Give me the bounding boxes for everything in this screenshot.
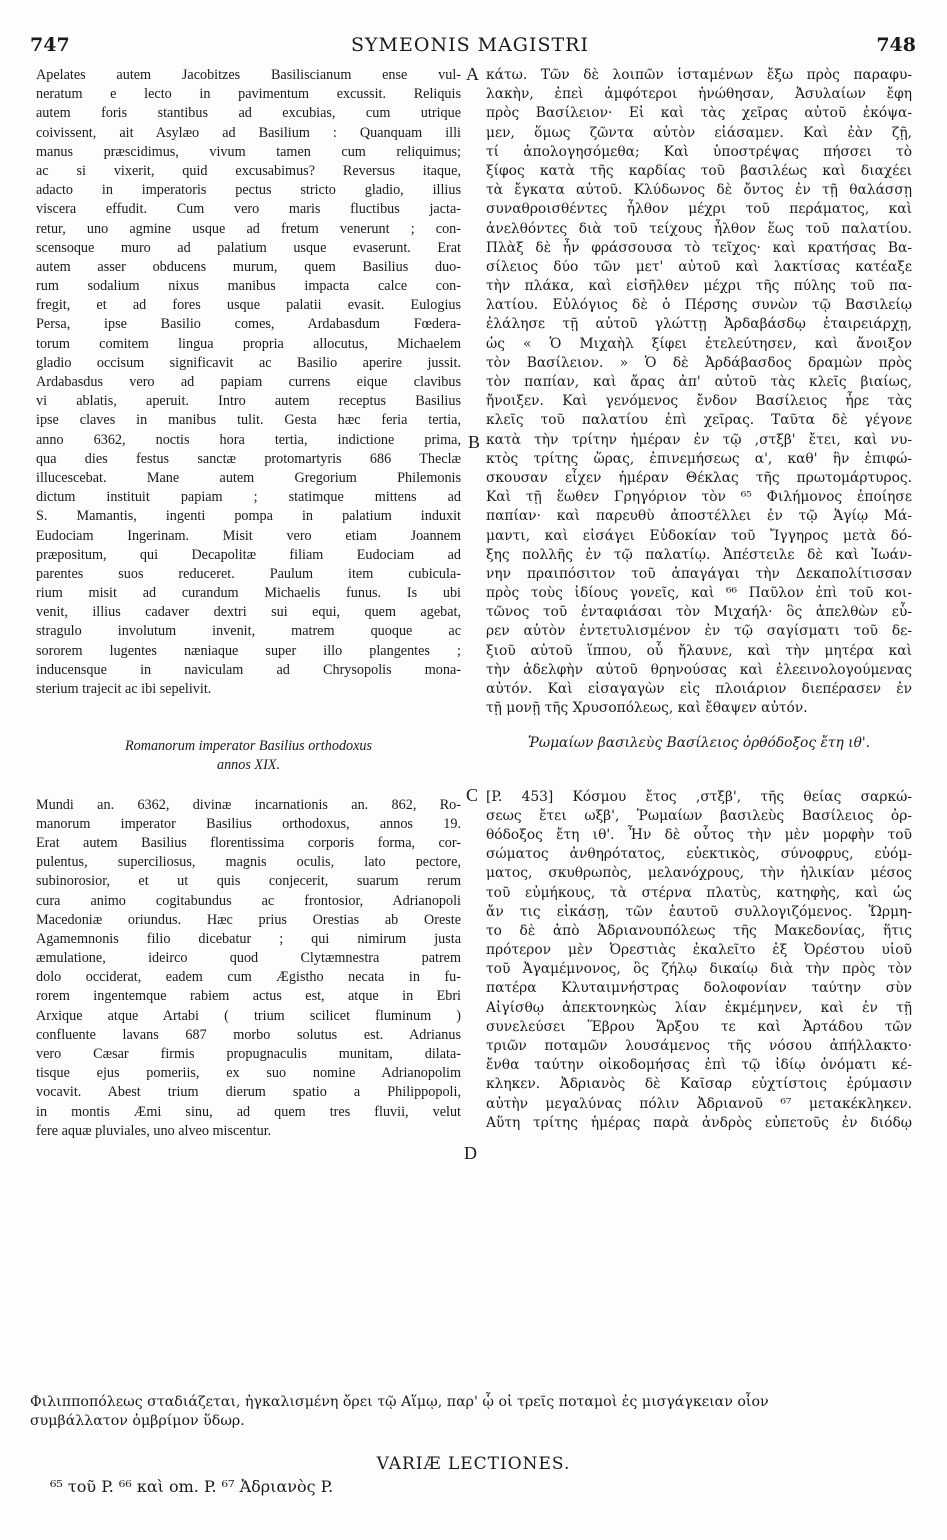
page-number-left: 747 — [30, 34, 70, 56]
text-line: Αὕτη τρίτης ἡμέρας παρὰ ἀνδρὸς εὐπετοῦς ἐν διόδῳ — [486, 1114, 912, 1131]
text-line: πρότερον μὲν Ὀρεστιὰς ἐκαλεῖτο ἐξ Ὀρέστου υἱοῦ — [486, 942, 912, 959]
text-line: ac si vixerit, quid excusabimus? Reversus itaque, — [36, 162, 461, 179]
variae-notes: ⁶⁵ τοῦ P. ⁶⁶ καὶ om. P. ⁶⁷ Ἀδριανὸς P. — [50, 1477, 334, 1496]
text-line: τριῶν ποταμῶν λουσάμενος τῆς νόσου ἀπήλλακτο· — [486, 1038, 912, 1054]
text-line: Arxique atque Artabi ( trium scilicet fluminum ) — [36, 1007, 461, 1024]
text-line: scensoque muro ad palatium usque evaserunt. Erat — [36, 239, 461, 256]
text-line: τοῦ Ἀγαμέμνονος, ὃς ζήλῳ δικαίῳ διὰ τὴν πρὸς τὸν — [486, 961, 912, 978]
text-line: τὴν ἀδελφὴν αὐτοῦ θρηνούσας καὶ ἐλεεινολογούμενας — [486, 661, 912, 678]
text-line: τὸν Βασίλειον. » Ὁ δὲ Ἀρδάβασδος δραμὼν πρὸς — [486, 354, 912, 371]
text-line: Mundi an. 6362, divinæ incarnationis an. 862, Ro- — [36, 796, 461, 813]
text-line: πατέρα Κλυταιμνήστρας δολοφονίαν ταύτην σὺν — [486, 980, 912, 997]
margin-marker-b: B — [468, 432, 481, 452]
bottom-line: συμβάλλατον ὀμβρίμον ὕδωρ. — [30, 1413, 245, 1430]
text-line: illucescebat. Mane autem Gregorium Philemonis — [36, 469, 461, 486]
text-line: manus præscidimus, vivum tamen cum reliquimus; — [36, 143, 461, 160]
text-line: Macedoniæ oriundus. Hæc prius Orestias ab Oreste — [36, 911, 461, 928]
text-line: venit, illius cadaver dextri sui equi, quem agebat, — [36, 604, 461, 621]
text-line: ματος, σκυθρωπὸς, μελανόχρους, τὴν ἡλικίαν μέσος — [486, 865, 912, 882]
greek-column — [486, 66, 912, 1133]
text-line: σίλειος δύο τῶν μετ' αὐτοῦ καὶ λακτίσας κατέαξε — [486, 258, 912, 275]
text-line: τὰ ἔγκατα αὐτοῦ. Κλύδωνος δὲ ὄντος ἐν τῇ θαλάσσῃ — [486, 182, 912, 199]
section-heading: annos XIX. — [216, 757, 281, 774]
text-line: συναθροισθέντες ἦλθον μέχρι τοῦ περάματος, καὶ — [486, 201, 912, 218]
text-line: τοῦ εὐμήκους, τὰ στέρνα πλατὺς, κατηφὴς, καὶ ὡς — [486, 884, 912, 901]
text-line: πρὸς Βασίλειον· Εἰ καὶ τὰς χεῖρας αὐτοῦ ἐκόψα- — [486, 105, 912, 122]
margin-marker-a: A — [466, 64, 479, 84]
text-line: λακὴν, ἐπεὶ ἀμφότεροι ἡνώθησαν, Ἀσυλαίων ἔφη — [486, 86, 912, 103]
bottom-line: Φιλιπποπόλεως σταδιάζεται, ἠγκαλισμένη ὄρει τῷ Αἵμῳ, παρ' ᾧ οἱ τρεῖς ποταμοὶ ἐς μισγάγκειαν οἷον — [30, 1394, 769, 1410]
text-line: autem asser obducens murum, quem Basilius duo- — [36, 258, 461, 275]
margin-marker-c: C — [466, 785, 479, 805]
text-line: [P. 453] Κόσμου ἔτος ,στξβ', τῆς θείας σαρκώ- — [486, 788, 912, 805]
text-line: vero Cæsar firmis propugnaculis munitam, dilata- — [36, 1046, 461, 1062]
text-line: tisque ejus pomeriis, ex suo nomine Adrianopolim — [36, 1065, 461, 1082]
text-line: torum comitem lingua propria allocutus, Michaelem — [36, 335, 461, 352]
text-line: ἤνοιξεν. Καὶ γενόμενος ἔνδον Βασίλειος ἦρε τὰς — [486, 393, 912, 410]
page-header — [30, 34, 916, 58]
bottom-spanning-text — [30, 1392, 910, 1430]
text-line: Erat autem Basilius florentissima corporis forma, cor- — [36, 834, 461, 851]
text-line: pulentus, superciliosus, magnis oculis, lato pectore, — [36, 854, 461, 871]
text-line: Persa, ipse Basilio comes, Ardabasdum Fœdera- — [36, 316, 461, 333]
text-line: κτὸς τρίτης ὥρας, ἐπινεμήσεως α', καθ' ἣν ἐπιφώ- — [486, 450, 912, 467]
text-line: Αἰγίσθῳ ἀπεκτονηκὼς λίαν ἐκμέμηνεν, καὶ ἐν τῇ — [486, 999, 912, 1016]
text-line: θόδοξος ἔτη ιθ'. Ἦν δὲ οὗτος τὴν μὲν μορφὴν τοῦ — [486, 826, 912, 843]
text-line: Ardabasdus vero ad papiam currens eique clavibus — [36, 374, 461, 390]
text-line: Agamemnonis filio dicebatur ; qui nimirum justa — [36, 930, 461, 947]
text-line: νην πραιπόσιτον τοῦ ἀπαγάγαι τὴν Δεκαπολίτισσαν — [486, 565, 912, 582]
text-line: πρὸς τοὺς ἰδίους γονεῖς, καὶ ⁶⁶ Παῦλον ἐπὶ τοῦ κοι- — [486, 585, 912, 602]
text-line: ξίφος κατὰ τῆς καρδίας τοῦ βασιλέως καὶ διαχέει — [486, 162, 912, 179]
text-line: παπίαν· καὶ παρευθὺ ἀποστέλλει ἐν τῷ Ἁγίῳ Μά- — [486, 508, 912, 525]
text-line: αὐτὴν μεγαλύνας πόλιν Ἀδριανοῦ ⁶⁷ μετακέκληκεν. — [486, 1095, 912, 1112]
text-line: τῶνος τοῦ ἐνταφιάσαι τὸν Μιχαήλ· ὃς ἀπελθὼν εὗ- — [486, 604, 912, 621]
text-line: confluente lavans 687 morbo solutus est. Adrianus — [36, 1026, 461, 1043]
text-line: fere aquæ pluviales, uno alveo miscentur. — [36, 1122, 272, 1139]
text-line: sterium trajecit ac ibi sepelivit. — [36, 681, 212, 697]
text-line: το δὲ ἀπὸ Ἀδριανουπόλεως τῆς Μακεδονίας, ἥτις — [486, 922, 912, 939]
variae-lectiones — [0, 1454, 947, 1474]
text-line: ἄν τις εἰκάσῃ, τῶν ἑαυτοῦ συλλογιζόμενος. Ὥρμη- — [486, 903, 912, 920]
text-line: σώματος ἀνθηρότατος, εὐεκτικὸς, σύνοφρυς, εὐόμ- — [486, 846, 912, 863]
latin-column — [36, 66, 461, 1141]
text-line: dictum instituit papiam ; statimque mittens ad — [36, 489, 461, 506]
margin-marker-d: D — [464, 1143, 477, 1163]
text-line: κατὰ τὴν τρίτην ἡμέραν ἐν τῷ ,στξβ' ἔτει, καὶ νυ- — [486, 431, 912, 448]
text-line: συνελεύσει Ἕβρου Ἄρξου τε καὶ Ἀρτάδου τῶν — [486, 1018, 912, 1035]
text-line: retur, uno agmine usque ad fretum venerunt ; con- — [36, 220, 461, 237]
text-line: τί ἀπολογησόμεθα; Καὶ ὑποστρέψας πήσσει τὸ — [486, 143, 912, 160]
text-line: dolo occiderat, eadem cum Ægistho necata in fu- — [36, 969, 461, 986]
text-line: rum sodalium nixus manibus impacta calce con- — [36, 278, 461, 295]
text-line: adacto in imperatoris pectus stricto gladio, illius — [36, 182, 461, 199]
section-heading: Romanorum imperator Basilius orthodoxus — [124, 738, 373, 755]
text-line: Eudociam Ingerinam. Misit vero etiam Joannem — [36, 527, 461, 544]
text-line: τὴν πλάκα, καὶ εἰσῆλθεν μέχρι τῆς πύλης τοῦ πα- — [486, 278, 912, 295]
text-line: vocavit. Abest trium dierum spatio a Philippopoli, — [36, 1084, 461, 1101]
text-line: κάτω. Τῶν δὲ λοιπῶν ἱσταμένων ἔξω πρὸς παραφυ- — [486, 67, 912, 83]
text-line: cura animo cogitabundus ac frontosior, Adrianopoli — [36, 892, 461, 909]
text-line: stragulo involutum invenit, matrem quoque ac — [36, 623, 461, 640]
text-line: rorem ingentemque rabiem actus est, atque in Ebri — [36, 988, 461, 1005]
text-line: Καὶ τῇ ἕωθεν Γρηγόριον τὸν ⁶⁵ Φιλήμονος ἐποίησε — [486, 489, 912, 506]
text-line: vi ablatis, aperuit. Intro autem receptus Basilius — [36, 393, 461, 410]
text-line: τὸν παπίαν, καὶ ἄρας ἀπ' αὐτοῦ τὰς κλεῖς βιαίως, — [486, 374, 912, 390]
text-line: ὡς « Ὁ Μιχαὴλ ξίφει ἐτελεύτησεν, καὶ ἄνοιξον — [486, 335, 912, 352]
text-line: rium misit ad curandum Michaelis funus. Is ubi — [36, 585, 461, 602]
text-line: κλεῖς τοῦ παλατίου ἐπὶ χεῖρας. Ταῦτα δὲ γέγονε — [486, 412, 912, 429]
text-line: S. Mamantis, ingenti pompa in palatium induxit — [36, 508, 461, 525]
text-line: κληκεν. Ἀδριανὸς δὲ Καῖσαρ εὐχτίστοις ἐρύμασιν — [486, 1076, 912, 1093]
text-line: anno 6362, noctis hora tertia, indictione prima, — [36, 431, 461, 448]
text-line: qua dies festus sanctæ protomartyris 686 Theclæ — [36, 450, 461, 467]
text-line: Πλὰξ δὲ ἦν φράσσουσα τὸ τεῖχος· καὶ κρατήσας Βα- — [486, 239, 912, 256]
text-line: λατίου. Εὐλόγιος δὲ ὁ Πέρσης συνὼν τῷ Βασιλείῳ — [486, 297, 912, 314]
page-number-right: 748 — [876, 34, 916, 56]
text-line: ἀνελθόντες διὰ τοῦ τείχους ἦλθον ἕως τοῦ παλατίου. — [486, 220, 912, 237]
text-line: coivissent, ait Asylæo ad Basilium : Quanquam illi — [36, 124, 461, 141]
text-line: subinorosior, et ut quis conjecerit, suarum rerum — [36, 873, 461, 890]
text-line: σεως ἔτει ωξβ', Ῥωμαίων βασιλεὺς Βασίλειος ὀρ- — [486, 807, 912, 824]
text-line: manorum imperator Basilius orthodoxus, annos 19. — [36, 815, 461, 832]
text-line: in montis Æmi sinu, ad quem tres fluvii, velut — [36, 1103, 461, 1120]
section-heading: Ῥωμαίων βασιλεὺς Βασίλειος ὀρθόδοξος ἔτη ιθ'. — [527, 735, 871, 752]
variae-title: VARIÆ LECTIONES. — [376, 1454, 571, 1474]
text-line: sororem lugentes næniaque super illo plangentes ; — [36, 642, 461, 659]
text-line: inducensque in naviculam ad Chrysopolis mona- — [36, 661, 461, 678]
text-line: viscera effudit. Cum vero maris fluctibus jacta- — [36, 201, 461, 218]
text-line: neratum e lecto in pavimentum excussit. Reliquis — [36, 86, 461, 103]
text-line: μεν, ὅμως ζῶντα αὐτὸν εἰάσαμεν. Καὶ ἐὰν ζῇ, — [486, 124, 912, 141]
text-line: præpositum, qui Decapolitæ filiam Eudociam ad — [36, 546, 461, 563]
text-line: τῇ μονῇ τῆς Χρυσοπόλεως, καὶ ἔθαψεν αὐτόν. — [486, 700, 808, 717]
text-line: μαντι, καὶ εἰσάγει Εὐδοκίαν τοῦ Ἴγγηρος μετὰ δό- — [486, 527, 912, 544]
text-line: αὐτόν. Καὶ εἰσαγαγὼν εἰς πλοιάριον διεπέρασεν ἐν — [486, 681, 912, 697]
text-line: Apelates autem Jacobitzes Basiliscianum ense vul- — [36, 67, 461, 83]
text-line: parentes suos reduceret. Paulum item cubicula- — [36, 565, 461, 582]
text-line: ἔνθα ταύτην οἰκοδομήσας ἐπὶ τῷ ἰδίῳ ὀνόματι κέ- — [486, 1057, 912, 1074]
text-line: σκουσαν εἶχεν ἡμέραν Θέκλας τῆς πρωτομάρτυρος. — [486, 469, 912, 486]
running-title: SYMEONIS MAGISTRI — [350, 34, 589, 56]
text-line: ρεν αὐτὸν ἐντετυλισμένον ἐν τῷ σαγίσματι τοῦ δε- — [486, 623, 912, 640]
text-line: fregit, et ad fores usque palatii evasit. Eulogius — [36, 297, 461, 314]
text-line: æmulatione, ideirco quod Clytæmnestra patrem — [36, 950, 461, 967]
text-line: autem foris stantibus ad excubias, cum utrique — [36, 105, 461, 122]
text-line: gladio occisum significavit ac Basilio aperire jussit. — [36, 354, 461, 371]
text-line: ξης πολλῆς ἐν τῷ παλατίῳ. Ἀπέστειλε δὲ καὶ Ἰωάν- — [486, 546, 912, 563]
text-line: ξιοῦ αὐτοῦ ἵππου, οὗ ἤλαυνε, καὶ τὴν μητέρα καὶ — [486, 642, 912, 659]
text-line: ἐλάλησε τῇ αὐτοῦ γλώττῃ Ἀρδαβάσδῳ ἑταιρειάρχῃ, — [486, 316, 912, 333]
text-line: ipse claves in manibus tulit. Gesta hæc feria tertia, — [36, 412, 461, 429]
